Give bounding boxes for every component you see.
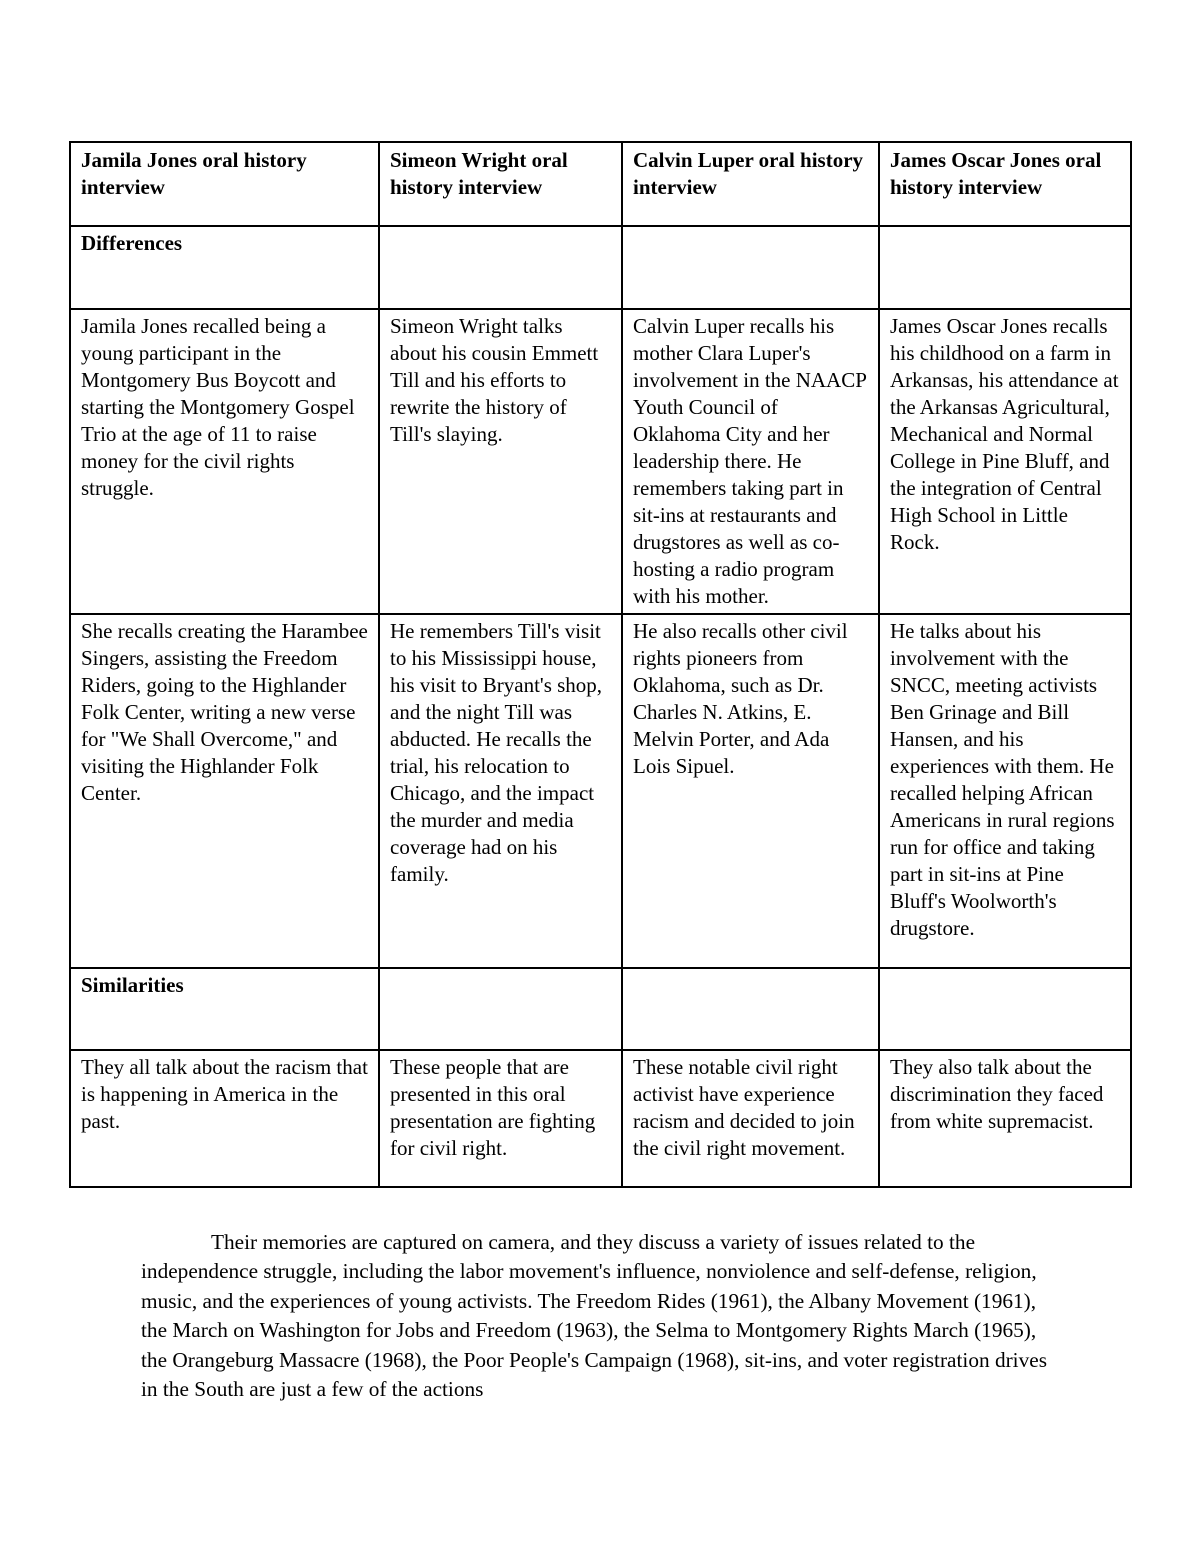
differences-label: Differences — [81, 231, 183, 255]
body-paragraph: Their memories are captured on camera, and they discuss a variety of issues related to the independence struggle, including the labor movement's influence, nonviolence and self-defense, religion, music, and the experiences of young activists. The Freedom Rides (1961), the Albany Movement (1961), the March on Washington for Jobs and Freedom (1963), the Selma to Montgomery Rights March (1965), the Orangeburg Massacre (1968), the Poor People's Campaign (1968), sit-ins, and voter registration drives in the South are just a few of the actions — [141, 1230, 1047, 1402]
empty-cell — [379, 226, 622, 309]
table-cell — [622, 309, 879, 614]
header-text: Calvin Luper oral history interview — [633, 148, 864, 199]
table-cell — [622, 1050, 879, 1187]
cell-text: He also recalls other civil rights pioneers from Oklahoma, such as Dr. Charles N. Atkins, E. Melvin Porter, and Ada Lois Sipuel. — [633, 619, 848, 778]
table-cell — [879, 309, 1131, 614]
header-cell-calvin-luper — [622, 142, 879, 226]
table-cell — [70, 1050, 379, 1187]
table-row — [70, 1050, 1131, 1187]
table-row — [70, 614, 1131, 968]
header-text: Jamila Jones oral history interview — [81, 148, 307, 199]
differences-label-row — [70, 226, 1131, 309]
comparison-table — [69, 141, 1132, 1188]
cell-text: Calvin Luper recalls his mother Clara Luper's involvement in the NAACP Youth Council of Oklahoma City and her leadership there. He remembers taking part in sit-ins at restaurants and drugstores as well as co-hosting a radio program with his mother. — [633, 314, 867, 608]
cell-text: They all talk about the racism that is happening in America in the past. — [81, 1055, 368, 1133]
table-cell — [622, 614, 879, 968]
empty-cell — [622, 226, 879, 309]
differences-label-cell — [70, 226, 379, 309]
table-cell — [379, 1050, 622, 1187]
table-cell — [379, 309, 622, 614]
header-text: Simeon Wright oral history interview — [390, 148, 568, 199]
table-row — [70, 309, 1131, 614]
cell-text: She recalls creating the Harambee Singers, assisting the Freedom Riders, going to the Highlander Folk Center, writing a new verse for "We Shall Overcome," and visiting the Highlander Folk Center. — [81, 619, 368, 805]
table-cell — [70, 614, 379, 968]
cell-text: He talks about his involvement with the SNCC, meeting activists Ben Grinage and Bill Hansen, and his experiences with them. He recalled helping African Americans in rural regions run for office and taking part in sit-ins at Pine Bluff's Woolworth's drugstore. — [890, 619, 1115, 940]
header-text: James Oscar Jones oral history interview — [890, 148, 1102, 199]
cell-text: Simeon Wright talks about his cousin Emmett Till and his efforts to rewrite the history of Till's slaying. — [390, 314, 599, 446]
cell-text: James Oscar Jones recalls his childhood on a farm in Arkansas, his attendance at the Arkansas Agricultural, Mechanical and Normal College in Pine Bluff, and the integration of Central High School in Little Rock. — [890, 314, 1119, 554]
table-cell — [70, 309, 379, 614]
table-cell — [879, 614, 1131, 968]
empty-cell — [622, 968, 879, 1050]
table-cell — [879, 1050, 1131, 1187]
empty-cell — [879, 226, 1131, 309]
table-header-row — [70, 142, 1131, 226]
cell-text: These people that are presented in this oral presentation are fighting for civil right. — [390, 1055, 596, 1160]
header-cell-james-oscar-jones — [879, 142, 1131, 226]
empty-cell — [379, 968, 622, 1050]
cell-text: He remembers Till's visit to his Mississippi house, his visit to Bryant's shop, and the night Till was abducted. He recalls the trial, his relocation to Chicago, and the impact the murder and media coverage had on his family. — [390, 619, 603, 886]
cell-text: These notable civil right activist have experience racism and decided to join the civil right movement. — [633, 1055, 855, 1160]
similarities-label: Similarities — [81, 973, 184, 997]
table-cell — [379, 614, 622, 968]
cell-text: Jamila Jones recalled being a young participant in the Montgomery Bus Boycott and starting the Montgomery Gospel Trio at the age of 11 to raise money for the civil rights struggle. — [81, 314, 355, 500]
header-cell-simeon-wright — [379, 142, 622, 226]
cell-text: They also talk about the discrimination they faced from white supremacist. — [890, 1055, 1104, 1133]
similarities-label-cell — [70, 968, 379, 1050]
similarities-label-row — [70, 968, 1131, 1050]
header-cell-jamila-jones — [70, 142, 379, 226]
empty-cell — [879, 968, 1131, 1050]
